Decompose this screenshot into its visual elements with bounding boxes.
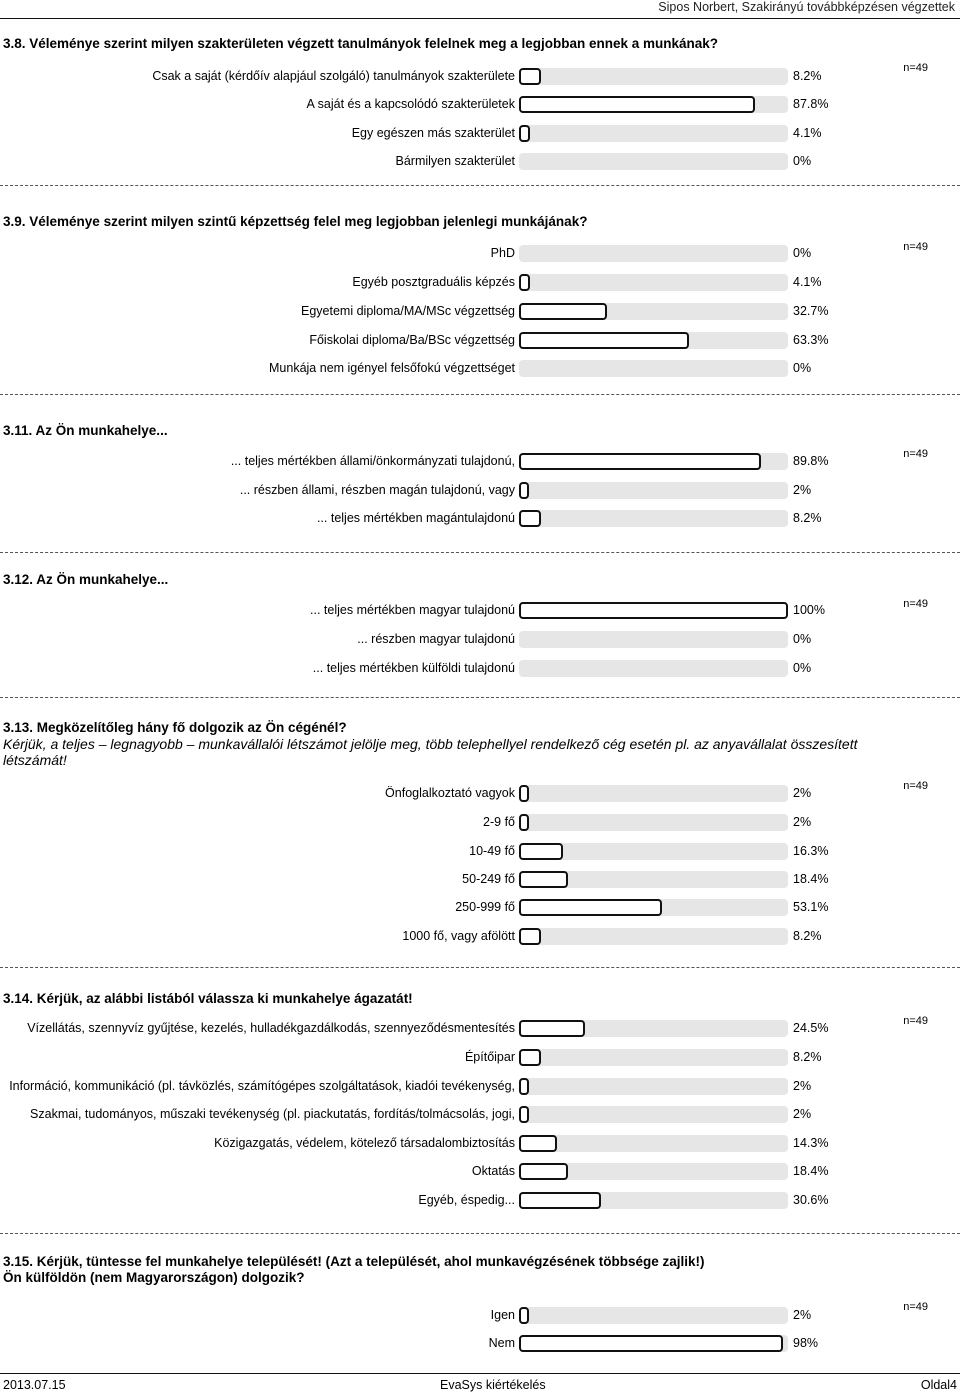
answer-row <box>0 1334 960 1354</box>
respondent-count: n=49 <box>903 241 928 253</box>
answer-row <box>0 1048 960 1068</box>
answer-label: 50-249 fő <box>462 872 515 886</box>
answer-row <box>0 842 960 862</box>
percentage-value: 0% <box>793 632 812 646</box>
percentage-bar <box>519 1078 529 1095</box>
answer-label: ... teljes mértékben külföldi tulajdonú <box>312 661 515 675</box>
answer-label: Egyetemi diploma/MA/MSc végzettség <box>301 304 515 318</box>
percentage-bar <box>519 1049 541 1066</box>
bar-track <box>519 510 788 527</box>
answer-row <box>0 870 960 890</box>
percentage-value: 53.1% <box>793 900 829 914</box>
section-separator <box>0 1233 960 1234</box>
percentage-value: 2% <box>793 1079 812 1093</box>
answer-label: 1000 fő, vagy afölött <box>402 929 515 943</box>
bar-track <box>519 785 788 802</box>
answer-label: ... részben állami, részben magán tulajdonú, vagy <box>239 483 515 497</box>
answer-label: Bármilyen szakterület <box>395 154 515 168</box>
percentage-bar <box>519 510 541 527</box>
footer-date: 2013.07.15 <box>3 1378 66 1392</box>
percentage-bar <box>519 453 761 470</box>
section-separator <box>0 967 960 968</box>
section-separator <box>0 394 960 395</box>
answer-row <box>0 152 960 172</box>
percentage-bar <box>519 96 755 113</box>
respondent-count: n=49 <box>903 448 928 460</box>
footer-rule <box>0 1373 960 1374</box>
respondent-count: n=49 <box>903 1301 928 1313</box>
percentage-value: 30.6% <box>793 1193 829 1207</box>
percentage-bar <box>519 1135 557 1152</box>
bar-track <box>519 1106 788 1123</box>
answer-row <box>0 95 960 115</box>
percentage-value: 18.4% <box>793 872 829 886</box>
answer-row <box>0 1019 960 1039</box>
question-title: 3.8. Véleménye szerint milyen szakterületen végzett tanulmányok felelnek meg a legjobban ennek a munkának? <box>3 36 719 51</box>
question-title: 3.15. Kérjük, tüntesse fel munkahelye települését! (Azt a települését, ahol munkavégzésének többsége zajlik!) <box>3 1254 705 1269</box>
answer-label: ... teljes mértékben magyar tulajdonú <box>310 603 515 617</box>
answer-row <box>0 813 960 833</box>
answer-label: Szakmai, tudományos, műszaki tevékenység (pl. piackutatás, fordítás/tolmácsolás, jogi, <box>30 1107 515 1121</box>
answer-label: Építőipar <box>464 1050 515 1064</box>
percentage-value: 24.5% <box>793 1021 829 1035</box>
percentage-bar <box>519 602 788 619</box>
answer-row <box>0 452 960 472</box>
answer-label: ... részben magyar tulajdonú <box>357 632 515 646</box>
bar-track <box>519 928 788 945</box>
respondent-count: n=49 <box>903 62 928 74</box>
percentage-bar <box>519 1307 529 1324</box>
percentage-value: 2% <box>793 1107 812 1121</box>
answer-row <box>0 481 960 501</box>
percentage-value: 14.3% <box>793 1136 829 1150</box>
answer-row <box>0 630 960 650</box>
percentage-value: 18.4% <box>793 1164 829 1178</box>
percentage-value: 16.3% <box>793 844 829 858</box>
percentage-bar <box>519 814 529 831</box>
header-rule <box>0 18 960 19</box>
bar-track <box>519 245 788 262</box>
answer-row <box>0 927 960 947</box>
percentage-bar <box>519 871 568 888</box>
bar-track <box>519 1307 788 1324</box>
percentage-value: 32.7% <box>793 304 829 318</box>
percentage-bar <box>519 899 662 916</box>
answer-label: 250-999 fő <box>455 900 515 914</box>
answer-label: Vízellátás, szennyvíz gyűjtése, kezelés, hulladékgazdálkodás, szennyeződésmentesítés <box>27 1021 515 1035</box>
answer-row <box>0 898 960 918</box>
answer-row <box>0 302 960 322</box>
answer-label: Egy egészen más szakterület <box>351 126 515 140</box>
answer-label: Egyéb posztgraduális képzés <box>352 275 515 289</box>
percentage-bar <box>519 1192 601 1209</box>
answer-label: A saját és a kapcsolódó szakterületek <box>306 97 515 111</box>
question-subtitle: Kérjük, a teljes – legnagyobb – munkavállalói létszámot jelölje meg, több telephellyel rendelkező cég esetén pl. az anyavállalat összesített létszámát! <box>3 736 858 768</box>
answer-row <box>0 1077 960 1097</box>
question-title: 3.11. Az Ön munkahelye... <box>3 423 168 438</box>
percentage-value: 0% <box>793 154 812 168</box>
percentage-bar <box>519 125 530 142</box>
percentage-value: 0% <box>793 361 812 375</box>
answer-row <box>0 1191 960 1211</box>
percentage-bar <box>519 1335 783 1352</box>
answer-label: 2-9 fő <box>483 815 515 829</box>
percentage-value: 0% <box>793 246 812 260</box>
percentage-bar <box>519 303 607 320</box>
page-header: Sipos Norbert, Szakirányú továbbképzésen végzettek <box>658 0 955 14</box>
answer-label: ... teljes mértékben állami/önkormányzati tulajdonú, <box>230 454 515 468</box>
answer-row <box>0 359 960 379</box>
percentage-bar <box>519 482 529 499</box>
answer-row <box>0 124 960 144</box>
answer-row <box>0 601 960 621</box>
answer-label: Csak a saját (kérdőív alapjául szolgáló) tanulmányok szakterülete <box>152 69 515 83</box>
percentage-value: 0% <box>793 661 812 675</box>
answer-label: Munkája nem igényel felsőfokú végzettséget <box>269 361 515 375</box>
percentage-value: 4.1% <box>793 275 822 289</box>
bar-track <box>519 153 788 170</box>
question-title: 3.9. Véleménye szerint milyen szintű képzettség felel meg legjobban jelenlegi munkájának? <box>3 214 588 229</box>
percentage-bar <box>519 274 530 291</box>
bar-track <box>519 125 788 142</box>
percentage-bar <box>519 332 689 349</box>
percentage-value: 2% <box>793 786 812 800</box>
answer-label: Oktatás <box>471 1164 515 1178</box>
percentage-value: 89.8% <box>793 454 829 468</box>
answer-label: PhD <box>490 246 515 260</box>
answer-row <box>0 784 960 804</box>
bar-track <box>519 1049 788 1066</box>
answer-label: Önfoglalkoztató vagyok <box>385 786 515 800</box>
bar-track <box>519 482 788 499</box>
percentage-value: 98% <box>793 1336 819 1350</box>
bar-track <box>519 1135 788 1152</box>
percentage-bar <box>519 785 529 802</box>
answer-row <box>0 331 960 351</box>
section-separator <box>0 697 960 698</box>
question-title-secondary: Ön külföldön (nem Magyarországon) dolgozik? <box>3 1270 305 1285</box>
percentage-bar <box>519 843 563 860</box>
bar-track <box>519 1078 788 1095</box>
percentage-bar <box>519 1106 529 1123</box>
percentage-value: 87.8% <box>793 97 829 111</box>
percentage-value: 4.1% <box>793 126 822 140</box>
respondent-count: n=49 <box>903 1015 928 1027</box>
percentage-bar <box>519 1163 568 1180</box>
percentage-value: 2% <box>793 815 812 829</box>
bar-track <box>519 631 788 648</box>
question-title: 3.13. Megközelítőleg hány fő dolgozik az Ön cégénél? <box>3 720 347 735</box>
percentage-value: 2% <box>793 483 812 497</box>
answer-row <box>0 509 960 529</box>
answer-label: Igen <box>490 1308 515 1322</box>
answer-label: 10-49 fő <box>469 844 515 858</box>
percentage-value: 100% <box>793 603 825 617</box>
answer-label: Főiskolai diploma/Ba/BSc végzettség <box>309 333 515 347</box>
percentage-value: 8.2% <box>793 69 822 83</box>
percentage-value: 8.2% <box>793 929 822 943</box>
percentage-value: 2% <box>793 1308 812 1322</box>
respondent-count: n=49 <box>903 598 928 610</box>
section-separator <box>0 185 960 186</box>
answer-row <box>0 1162 960 1182</box>
answer-row <box>0 1134 960 1154</box>
question-title: 3.14. Kérjük, az alábbi listából válassza ki munkahelye ágazatát! <box>3 991 413 1006</box>
answer-label: Információ, kommunikáció (pl. távközlés, számítógépes szolgáltatások, kiadói tevékenység, <box>9 1079 515 1093</box>
answer-row <box>0 659 960 679</box>
answer-row <box>0 273 960 293</box>
answer-row <box>0 67 960 87</box>
answer-label: Nem <box>488 1336 515 1350</box>
bar-track <box>519 660 788 677</box>
percentage-bar <box>519 1020 585 1037</box>
bar-track <box>519 68 788 85</box>
percentage-value: 8.2% <box>793 511 822 525</box>
percentage-value: 8.2% <box>793 1050 822 1064</box>
answer-row <box>0 244 960 264</box>
percentage-bar <box>519 928 541 945</box>
bar-track <box>519 814 788 831</box>
answer-label: Közigazgatás, védelem, kötelező társadalombiztosítás <box>214 1136 515 1150</box>
bar-track <box>519 360 788 377</box>
answer-row <box>0 1306 960 1326</box>
footer-center: EvaSys kiértékelés <box>440 1378 546 1392</box>
answer-label: Egyéb, éspedig... <box>418 1193 515 1207</box>
question-title: 3.12. Az Ön munkahelye... <box>3 572 169 587</box>
footer-page: Oldal4 <box>920 1378 957 1392</box>
answer-row <box>0 1105 960 1125</box>
bar-track <box>519 274 788 291</box>
section-separator <box>0 552 960 553</box>
answer-label: ... teljes mértékben magántulajdonú <box>316 511 515 525</box>
percentage-value: 63.3% <box>793 333 829 347</box>
percentage-bar <box>519 68 541 85</box>
respondent-count: n=49 <box>903 780 928 792</box>
